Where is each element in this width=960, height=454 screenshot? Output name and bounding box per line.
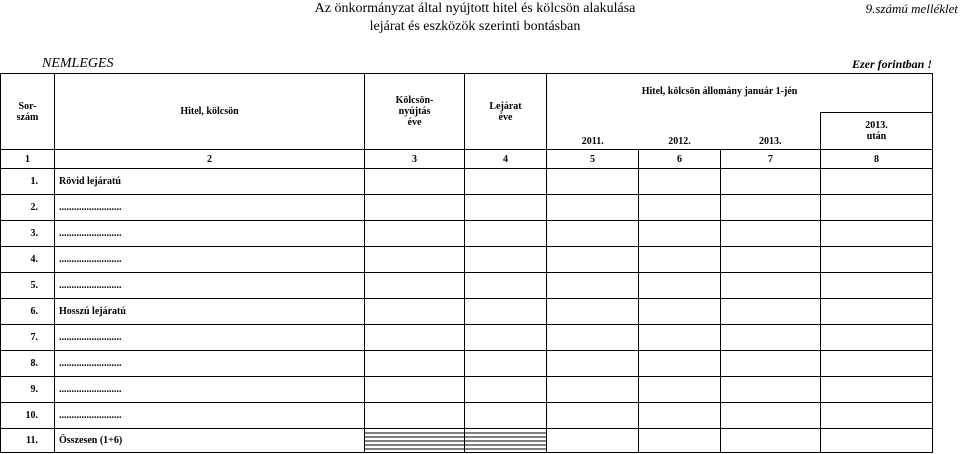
row-label: ......................... — [55, 351, 365, 377]
table-row — [1, 351, 933, 377]
total-cell — [721, 429, 821, 453]
total-cell — [365, 429, 465, 453]
cell — [721, 351, 821, 377]
row-label: Rövid lejáratú — [55, 169, 365, 195]
cell — [721, 221, 821, 247]
cell — [547, 403, 639, 429]
header-hitel: Hitel, kölcsön — [55, 74, 365, 150]
colnum-7: 7 — [721, 150, 821, 169]
row-label: Hosszú lejáratú — [55, 299, 365, 325]
cell — [639, 325, 721, 351]
header-2011: 2011. — [547, 113, 639, 150]
cell — [821, 273, 933, 299]
cell — [721, 299, 821, 325]
cell — [465, 221, 547, 247]
cell — [547, 247, 639, 273]
cell — [547, 195, 639, 221]
table-row — [1, 377, 933, 403]
cell — [821, 221, 933, 247]
table-row — [1, 169, 933, 195]
document-title — [250, 0, 700, 36]
total-cell — [821, 429, 933, 453]
cell — [465, 273, 547, 299]
table-row — [1, 195, 933, 221]
cell — [821, 377, 933, 403]
cell — [465, 247, 547, 273]
cell — [365, 377, 465, 403]
total-row — [1, 429, 933, 453]
cell — [365, 273, 465, 299]
cell — [821, 247, 933, 273]
cell — [365, 299, 465, 325]
table-row — [1, 299, 933, 325]
header-utan: 2013. után — [821, 113, 933, 150]
header-2013: 2013. — [721, 113, 821, 150]
cell — [547, 299, 639, 325]
cell — [639, 377, 721, 403]
title-line-2: lejárat és eszközök szerinti bontásban — [369, 19, 581, 34]
row-label: ......................... — [55, 221, 365, 247]
cell — [721, 377, 821, 403]
header-2012: 2012. — [639, 113, 721, 150]
loan-table — [0, 73, 933, 453]
cell — [821, 299, 933, 325]
cell — [547, 351, 639, 377]
cell — [465, 299, 547, 325]
row-number: 8. — [1, 351, 55, 377]
header-allomany: Hitel, kölcsön állomány január 1-jén — [547, 74, 933, 113]
cell — [821, 325, 933, 351]
colnum-4: 4 — [465, 150, 547, 169]
annex-label: 9.számú melléklet — [865, 1, 958, 16]
header-nyujtas: Kölcsön- nyújtás éve — [365, 74, 465, 150]
row-label: ......................... — [55, 403, 365, 429]
cell — [639, 195, 721, 221]
cell — [547, 377, 639, 403]
cell — [721, 195, 821, 221]
table-row — [1, 325, 933, 351]
cell — [465, 351, 547, 377]
cell — [365, 325, 465, 351]
cell — [465, 195, 547, 221]
cell — [721, 325, 821, 351]
colnum-8: 8 — [821, 150, 933, 169]
row-label: ......................... — [55, 377, 365, 403]
row-number: 3. — [1, 221, 55, 247]
colnum-5: 5 — [547, 150, 639, 169]
cell — [721, 169, 821, 195]
row-label: Összesen (1+6) — [55, 429, 365, 453]
cell — [721, 403, 821, 429]
row-number: 1. — [1, 169, 55, 195]
cell — [639, 169, 721, 195]
unit-label: Ezer forintban ! — [851, 57, 932, 71]
title-line-1: Az önkormányzat által nyújtott hitel és kölcsön alakulása — [314, 1, 636, 16]
cell — [365, 351, 465, 377]
cell — [365, 403, 465, 429]
cell — [547, 169, 639, 195]
cell — [821, 403, 933, 429]
cell — [365, 221, 465, 247]
row-number: 6. — [1, 299, 55, 325]
cell — [465, 403, 547, 429]
cell — [821, 351, 933, 377]
colnum-1: 1 — [1, 150, 55, 169]
row-number: 2. — [1, 195, 55, 221]
cell — [547, 273, 639, 299]
cell — [639, 273, 721, 299]
row-number: 4. — [1, 247, 55, 273]
cell — [365, 169, 465, 195]
table-row — [1, 273, 933, 299]
row-label: ......................... — [55, 195, 365, 221]
header-lejarat: Lejárat éve — [465, 74, 547, 150]
cell — [465, 325, 547, 351]
cell — [365, 247, 465, 273]
colnum-3: 3 — [365, 150, 465, 169]
cell — [547, 221, 639, 247]
table-row — [1, 221, 933, 247]
header-sorszam: Sor- szám — [1, 74, 55, 150]
cell — [639, 299, 721, 325]
row-number: 7. — [1, 325, 55, 351]
row-number: 10. — [1, 403, 55, 429]
row-number: 11. — [1, 429, 55, 453]
cell — [465, 377, 547, 403]
row-label: ......................... — [55, 273, 365, 299]
colnum-2: 2 — [55, 150, 365, 169]
total-cell — [639, 429, 721, 453]
cell — [365, 195, 465, 221]
table-row — [1, 247, 933, 273]
row-label: ......................... — [55, 247, 365, 273]
cell — [639, 247, 721, 273]
row-number: 9. — [1, 377, 55, 403]
total-cell — [465, 429, 547, 453]
table-row — [1, 403, 933, 429]
cell — [821, 195, 933, 221]
cell — [821, 169, 933, 195]
colnum-6: 6 — [639, 150, 721, 169]
row-number: 5. — [1, 273, 55, 299]
cell — [465, 169, 547, 195]
negative-label: NEMLEGES — [42, 56, 114, 71]
cell — [547, 325, 639, 351]
cell — [639, 351, 721, 377]
cell — [721, 273, 821, 299]
cell — [639, 403, 721, 429]
column-number-row — [1, 150, 933, 169]
total-cell — [547, 429, 639, 453]
cell — [721, 247, 821, 273]
cell — [639, 221, 721, 247]
row-label: ......................... — [55, 325, 365, 351]
